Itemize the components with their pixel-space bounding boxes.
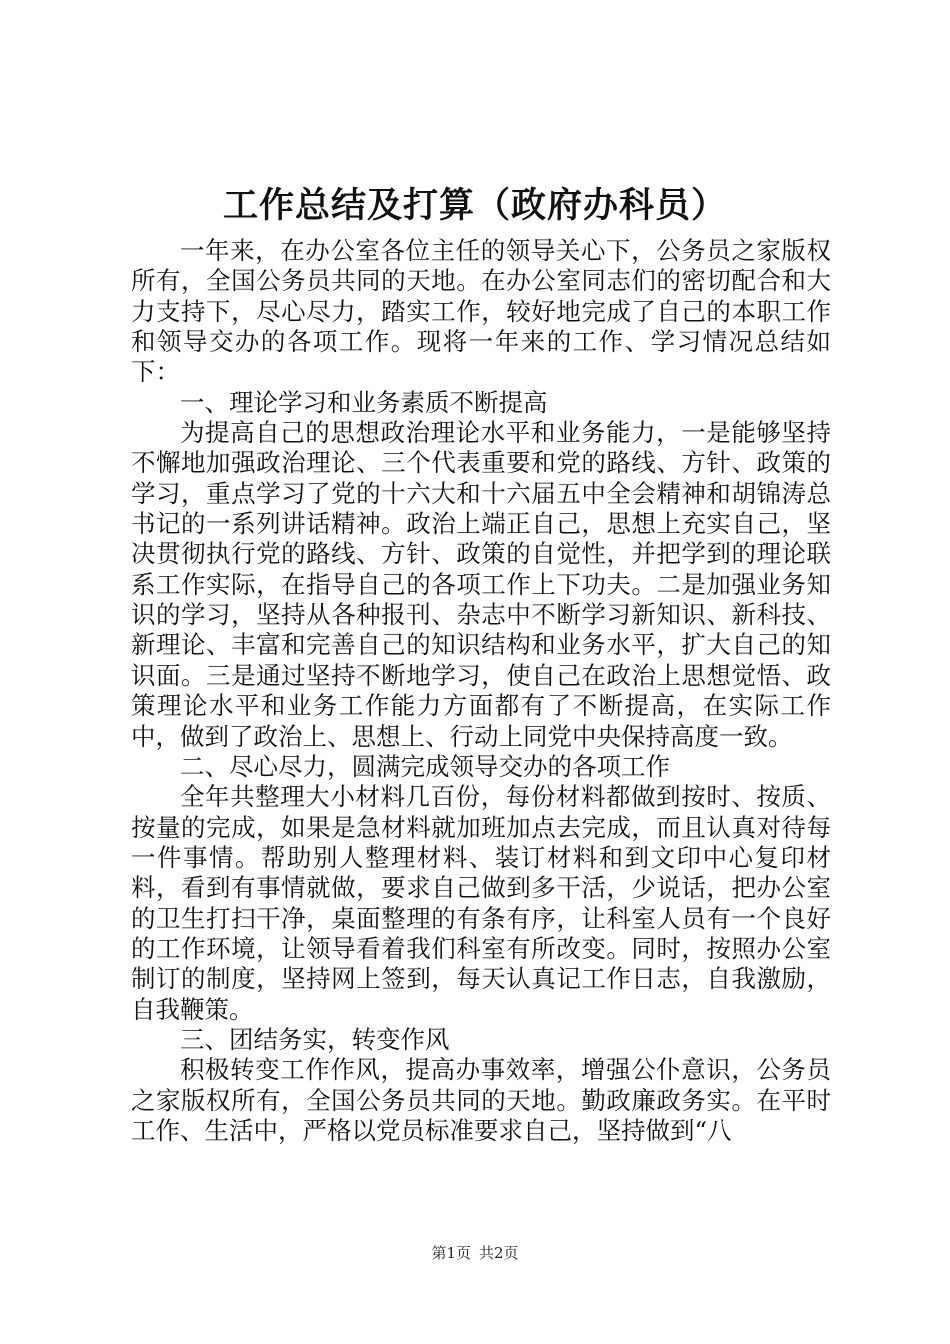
section-heading-2: 二、尽心尽力，圆满完成领导交办的各项工作 <box>180 751 670 781</box>
section-heading-3: 三、团结务实，转变作风 <box>180 1024 450 1054</box>
page-number-total: 共2页 <box>479 1244 519 1262</box>
paragraph-section-2: 全年共整理大小材料几百份，每份材料都做到按时、按质、按量的完成，如果是急材料就加班加点去完成，而且认真对待每一件事情。帮助别人整理材料、装订材料和到文印中心复印材料，看到有事情就做，要求自己做到多干活，少说话，把办公室的卫生打扫干净，桌面整理的有条有序，让科室人员有一个良好的工作环境，让领导看着我们科室有所改变。同时，按照办公室制订的制度，坚持网上签到，每天认真记工作日志，自我激励，自我鞭策。 <box>131 782 831 1024</box>
paragraph-section-1: 为提高自己的思想政治理论水平和业务能力，一是能够坚持不懈地加强政治理论、三个代表重要和党的路线、方针、政策的学习，重点学习了党的十六大和十六届五中全会精神和胡锦涛总书记的一系列讲话精神。政治上端正自己，思想上充实自己，坚决贯彻执行党的路线、方针、政策的自觉性，并把学到的理论联系工作实际，在指导自己的各项工作上下功夫。二是加强业务知识的学习，坚持从各种报刊、杂志中不断学习新知识、新科技、新理论、丰富和完善自己的知识结构和业务水平，扩大自己的知识面。三是通过坚持不断地学习，使自己在政治上思想觉悟、政策理论水平和业务工作能力方面都有了不断提高，在实际工作中，做到了政治上、思想上、行动上同党中央保持高度一致。 <box>131 418 831 751</box>
page-number-current: 第1页 <box>431 1244 471 1262</box>
paragraph-intro: 一年来，在办公室各位主任的领导关心下，公务员之家版权所有，全国公务员共同的天地。在办公室同志们的密切配合和大力支持下，尽心尽力，踏实工作，较好地完成了自己的本职工作和领导交办的各项工作。现将一年来的工作、学习情况总结如下： <box>131 236 831 387</box>
section-heading-1: 一、理论学习和业务素质不断提高 <box>180 387 548 417</box>
document-body <box>131 236 831 1146</box>
paragraph-section-3: 积极转变工作作风，提高办事效率，增强公仆意识，公务员之家版权所有，全国公务员共同的天地。勤政廉政务实。在平时工作、生活中，严格以党员标准要求自己，坚持做到“八 <box>131 1055 831 1145</box>
document-title: 工作总结及打算（政府办科员） <box>222 185 727 226</box>
page-footer <box>0 1243 950 1263</box>
